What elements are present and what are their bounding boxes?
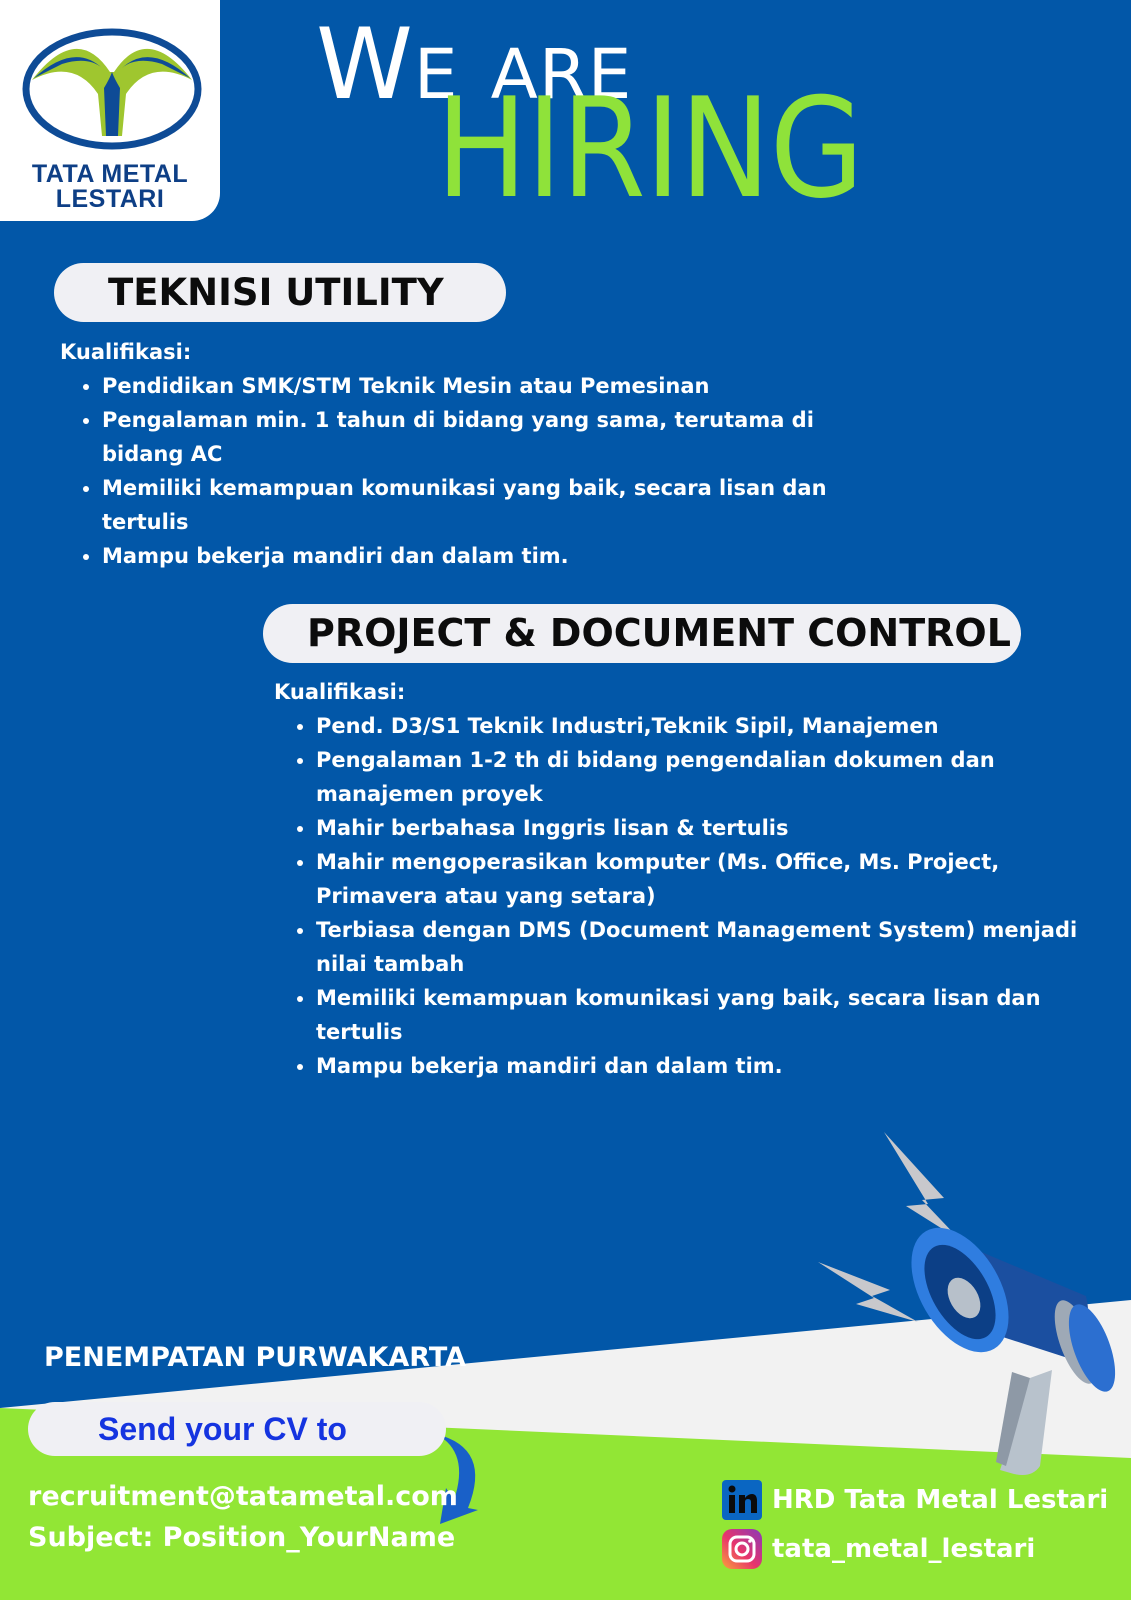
qualification-label: Kualifikasi: [60,340,192,364]
lightning-icon [884,1132,960,1240]
send-cv-pill [28,1402,446,1456]
email-subject-format: Subject: Position_YourName [28,1522,456,1553]
requirement-item: • Memiliki kemampuan komunikasi yang baik, secara lisan dan tertulis [102,471,880,539]
linkedin-name: HRD Tata Metal Lestari [772,1485,1109,1515]
instagram-handle: tata_metal_lestari [772,1534,1036,1564]
headline-hiring: HIRING [436,68,864,229]
qualification-label: Kualifikasi: [274,680,406,704]
job-title: PROJECT & DOCUMENT CONTROL [307,611,1011,655]
instagram-icon [722,1529,762,1569]
megaphone-icon [891,1211,1124,1475]
requirement-item: • Pengalaman min. 1 tahun di bidang yang sama, terutama di bidang AC [102,403,880,471]
instagram-link[interactable] [722,1529,1035,1569]
requirement-item: • Memiliki kemampuan komunikasi yang baik, secara lisan dan tertulis [316,981,1084,1049]
requirement-item: • Pend. D3/S1 Teknik Industri,Teknik Sipil, Manajemen [316,709,1084,743]
requirement-item: • Pengalaman 1-2 th di bidang pengendalian dokumen dan manajemen proyek [316,743,1084,811]
logo-text-line2: LESTARI [55,185,165,213]
placement-location: PENEMPATAN PURWAKARTA [44,1342,467,1373]
headline-we-are: We are [316,8,633,122]
send-cv-text: Send your CV to [98,1411,347,1447]
job-title: TEKNISI UTILITY [108,271,444,314]
lightning-icon [818,1262,918,1322]
requirement-item: • Terbiasa dengan DMS (Document Management System) menjadi nilai tambah [316,913,1084,981]
requirement-item: • Mampu bekerja mandiri dan dalam tim. [102,539,880,573]
requirement-item: • Mahir mengoperasikan komputer (Ms. Office, Ms. Project, Primavera atau yang setara) [316,845,1084,913]
linkedin-icon [722,1480,762,1520]
linkedin-link[interactable] [722,1480,1108,1520]
logo-text-line1: TATA METAL [31,160,189,188]
requirement-item: • Pendidikan SMK/STM Teknik Mesin atau Pemesinan [102,369,880,403]
requirement-item: • Mahir berbahasa Inggris lisan & tertulis [316,811,1084,845]
requirement-item: • Mampu bekerja mandiri dan dalam tim. [316,1049,1084,1083]
recruitment-email[interactable]: recruitment@tatametal.com [28,1481,458,1512]
